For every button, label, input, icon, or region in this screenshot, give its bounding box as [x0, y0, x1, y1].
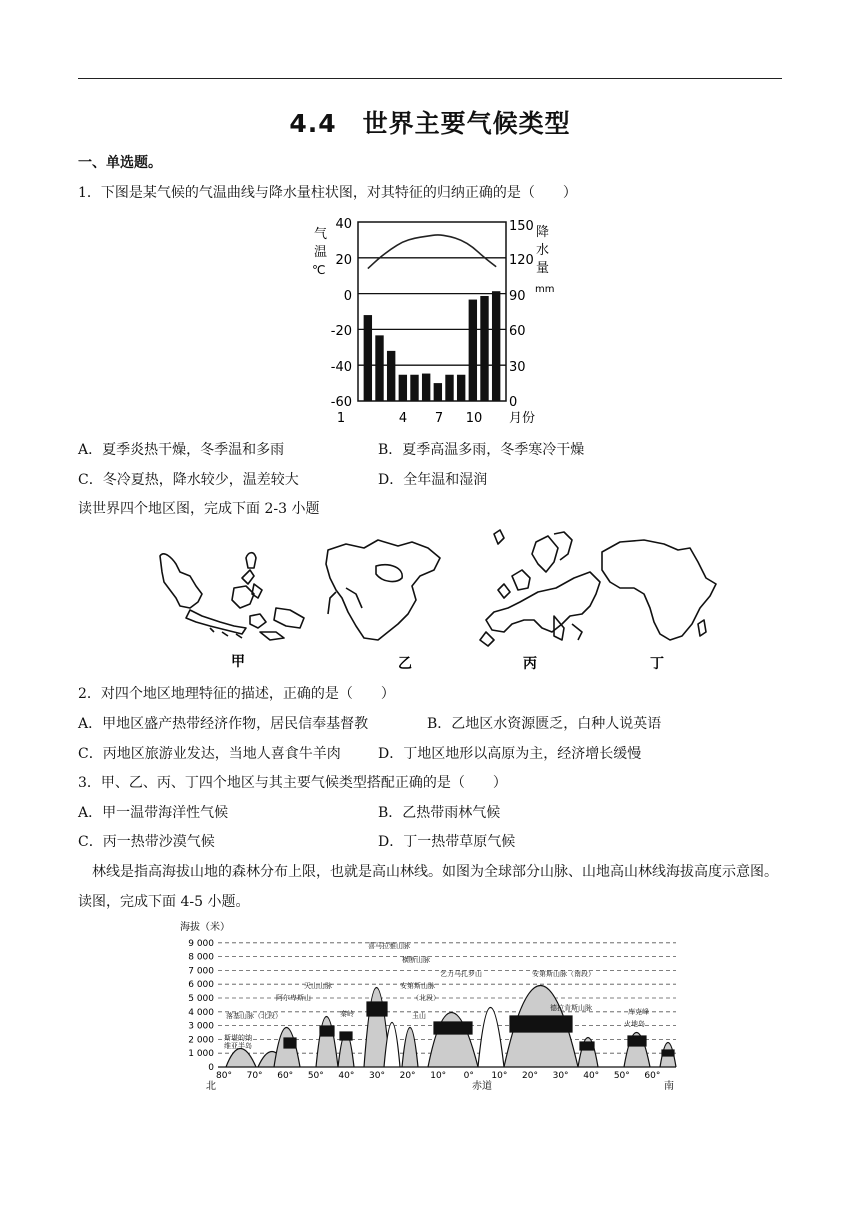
left-tick-minus40: -40: [330, 360, 352, 375]
treeline-y-tick: 8 000: [188, 952, 214, 963]
label-tierra: 火地岛: [624, 1020, 645, 1028]
region-label-yi: 乙: [398, 656, 412, 672]
x-tick-10: 10: [465, 411, 483, 426]
q2-option-c[interactable]: C．丙地区旅游业发达，当地人喜食牛羊肉: [78, 746, 341, 762]
precip-bar-10: [469, 300, 477, 401]
q2-option-b[interactable]: B．乙地区水资源匮乏，白种人说英语: [427, 716, 662, 732]
x-tick-7: 7: [434, 411, 444, 426]
label-kilimanjaro: 乞力马扎罗山: [440, 970, 482, 978]
label-andes-north-1: 安第斯山脉: [400, 982, 435, 990]
precip-bar-3: [387, 351, 395, 401]
q2-option-a[interactable]: A．甲地区盛产热带经济作物，居民信奉基督教: [78, 716, 369, 732]
treeline-x-tick: 70°: [246, 1071, 263, 1081]
precip-bar-5: [410, 375, 418, 401]
label-rockies: 落基山脉（北段）: [226, 1012, 282, 1020]
treeline-y-tick: 1 000: [188, 1049, 214, 1060]
treeline-x-tick: 0°: [463, 1071, 474, 1081]
precip-bar-11: [480, 296, 488, 401]
precip-bar-9: [457, 375, 465, 401]
label-andes-north-2: （北段）: [412, 994, 440, 1002]
q1-option-c[interactable]: C．冬冷夏热，降水较少，温差较大: [78, 472, 299, 488]
treeline-x-tick: 60°: [644, 1071, 661, 1081]
q2-option-d[interactable]: D．丁地区地形以高原为主，经济增长缓慢: [378, 746, 642, 762]
mountain-alps: [274, 1028, 300, 1068]
label-qinling: 秦岭: [340, 1010, 354, 1018]
treeline-x-tick: 10°: [430, 1071, 447, 1081]
treeline-x-tick: 40°: [583, 1071, 600, 1081]
label-yushan: 玉山: [412, 1012, 426, 1020]
treeline-x-tick: 20°: [522, 1071, 538, 1081]
q1-option-d[interactable]: D．全年温和湿润: [378, 472, 488, 488]
right-axis-label-3: 量: [536, 261, 550, 276]
label-north: 北: [206, 1081, 216, 1092]
mountain-scandinavia: [226, 1049, 256, 1068]
right-tick-90: 90: [509, 289, 526, 304]
left-axis-label-2: 温: [314, 245, 328, 260]
treeline-x-tick: 20°: [399, 1071, 416, 1081]
right-axis-label-2: 水: [536, 243, 550, 258]
treeline-x-tick: 60°: [277, 1071, 294, 1081]
header-rule: [78, 78, 782, 79]
right-tick-120: 120: [509, 253, 534, 268]
mountain-tierra-del-fuego: [660, 1043, 676, 1068]
treeline-y-tick: 3 000: [188, 1021, 214, 1032]
q3-stem: 3．甲、乙、丙、丁四个地区与其主要气候类型搭配正确的是（ ）: [78, 775, 507, 791]
label-scandinavia-2: 维亚半岛: [224, 1042, 252, 1050]
left-tick-20: 20: [335, 253, 352, 268]
treeline-x-tick: 80°: [216, 1071, 232, 1081]
precip-bar-1: [364, 315, 372, 401]
map-yi: [326, 530, 504, 640]
region-label-jia: 甲: [231, 654, 245, 670]
climate-chart: [300, 212, 560, 428]
x-unit: 月份: [508, 411, 536, 426]
left-axis-label-3: ℃: [312, 263, 326, 277]
right-tick-150: 150: [509, 219, 534, 234]
label-himalaya: 喜马拉雅山脉: [368, 942, 410, 950]
precip-bar-2: [375, 335, 383, 401]
mountain-yushan: [402, 1028, 418, 1068]
left-tick-0: 0: [343, 289, 352, 304]
section-heading: 一、单选题。: [78, 155, 162, 171]
mountain-tianshan: [316, 1017, 338, 1068]
treeline-y-title: 海拔（米）: [180, 922, 230, 933]
left-tick-minus20: -20: [330, 324, 352, 339]
treeline-y-tick: 4 000: [188, 1007, 214, 1018]
q3-option-d[interactable]: D．丁一热带草原气候: [378, 834, 516, 850]
treeline-y-tick: 0: [208, 1063, 214, 1073]
left-axis-label-1: 气: [314, 227, 328, 242]
treeline-y-tick: 2 000: [188, 1035, 214, 1046]
page-title: 4.4 世界主要气候类型: [289, 109, 571, 138]
right-tick-0: 0: [509, 395, 518, 410]
right-axis-unit: mm: [535, 284, 555, 295]
treeline-x-tick: 30°: [369, 1071, 385, 1081]
q3-option-b[interactable]: B．乙热带雨林气候: [378, 805, 501, 821]
right-axis-label-1: 降: [536, 225, 550, 240]
label-south: 南: [664, 1081, 674, 1092]
temperature-curve: [368, 235, 496, 269]
passage-4-5: 林线是指高海拔山地的森林分布上限，也就是高山林线。如图为全球部分山脉、山地高山林线海拔高度示意图。读图，完成下面 4-5 小题。: [78, 864, 778, 910]
treeline-y-tick: 6 000: [188, 980, 214, 991]
treeline-x-tick: 10°: [491, 1071, 508, 1081]
label-andes-south: 安第斯山脉（南段）: [532, 970, 595, 978]
treeline-x-tick: 50°: [613, 1071, 630, 1081]
map-bing: [480, 532, 600, 646]
precip-bar-4: [399, 375, 407, 401]
precip-bar-12: [492, 291, 500, 401]
precip-bar-8: [445, 375, 453, 401]
q1-option-a[interactable]: A．夏季炎热干燥，冬季温和多雨: [78, 442, 285, 458]
label-hengduan: 横断山脉: [402, 956, 430, 964]
precip-bar-6: [422, 374, 430, 401]
treeline-y-tick: 9 000: [188, 938, 214, 949]
region-label-ding: 丁: [650, 656, 664, 672]
q3-option-a[interactable]: A．甲一温带海洋性气候: [78, 805, 229, 821]
treeline-x-tick: 40°: [338, 1071, 355, 1081]
map-ding: [602, 540, 716, 640]
q1-option-b[interactable]: B．夏季高温多雨，冬季寒冷干燥: [378, 442, 585, 458]
treeline-chart: [178, 918, 678, 1094]
right-tick-30: 30: [509, 360, 526, 375]
q1-stem: 1．下图是某气候的气温曲线与降水量柱状图，对其特征的归纳正确的是（ ）: [78, 185, 577, 201]
left-tick-minus60: -60: [330, 395, 352, 410]
label-alps: 阿尔卑斯山: [276, 994, 311, 1002]
label-cook: 库克峰: [628, 1008, 649, 1016]
region-maps: [150, 528, 720, 678]
treeline-x-tick: 50°: [307, 1071, 324, 1081]
q3-option-c[interactable]: C．丙一热带沙漠气候: [78, 834, 215, 850]
treeline-y-tick: 5 000: [188, 994, 214, 1004]
mountain-qinling: [338, 1032, 354, 1067]
treeline-y-tick: 7 000: [188, 966, 214, 977]
precip-bar-7: [434, 383, 442, 401]
right-tick-60: 60: [509, 324, 526, 339]
mountain-cook: [624, 1033, 650, 1068]
map-jia: [160, 553, 304, 640]
intro-2-3: 读世界四个地区图，完成下面 2-3 小题: [78, 501, 320, 517]
x-tick-1: 1: [336, 411, 346, 426]
label-drakensberg: 德拉肯斯山脉: [550, 1004, 592, 1012]
mountain-kilimanjaro: [478, 1008, 504, 1068]
label-tianshan: 天山山脉: [304, 982, 332, 990]
treeline-x-tick: 30°: [552, 1071, 569, 1081]
x-tick-4: 4: [398, 411, 408, 426]
label-scandinavia-1: 斯堪的纳: [224, 1034, 252, 1042]
region-label-bing: 丙: [523, 656, 537, 672]
mountain-drakensberg: [578, 1038, 598, 1068]
q2-stem: 2．对四个地区地理特征的描述，正确的是（ ）: [78, 686, 395, 702]
label-equator: 赤道: [472, 1081, 492, 1092]
mountain-andes-north: [428, 1013, 478, 1068]
left-tick-40: 40: [335, 217, 352, 232]
